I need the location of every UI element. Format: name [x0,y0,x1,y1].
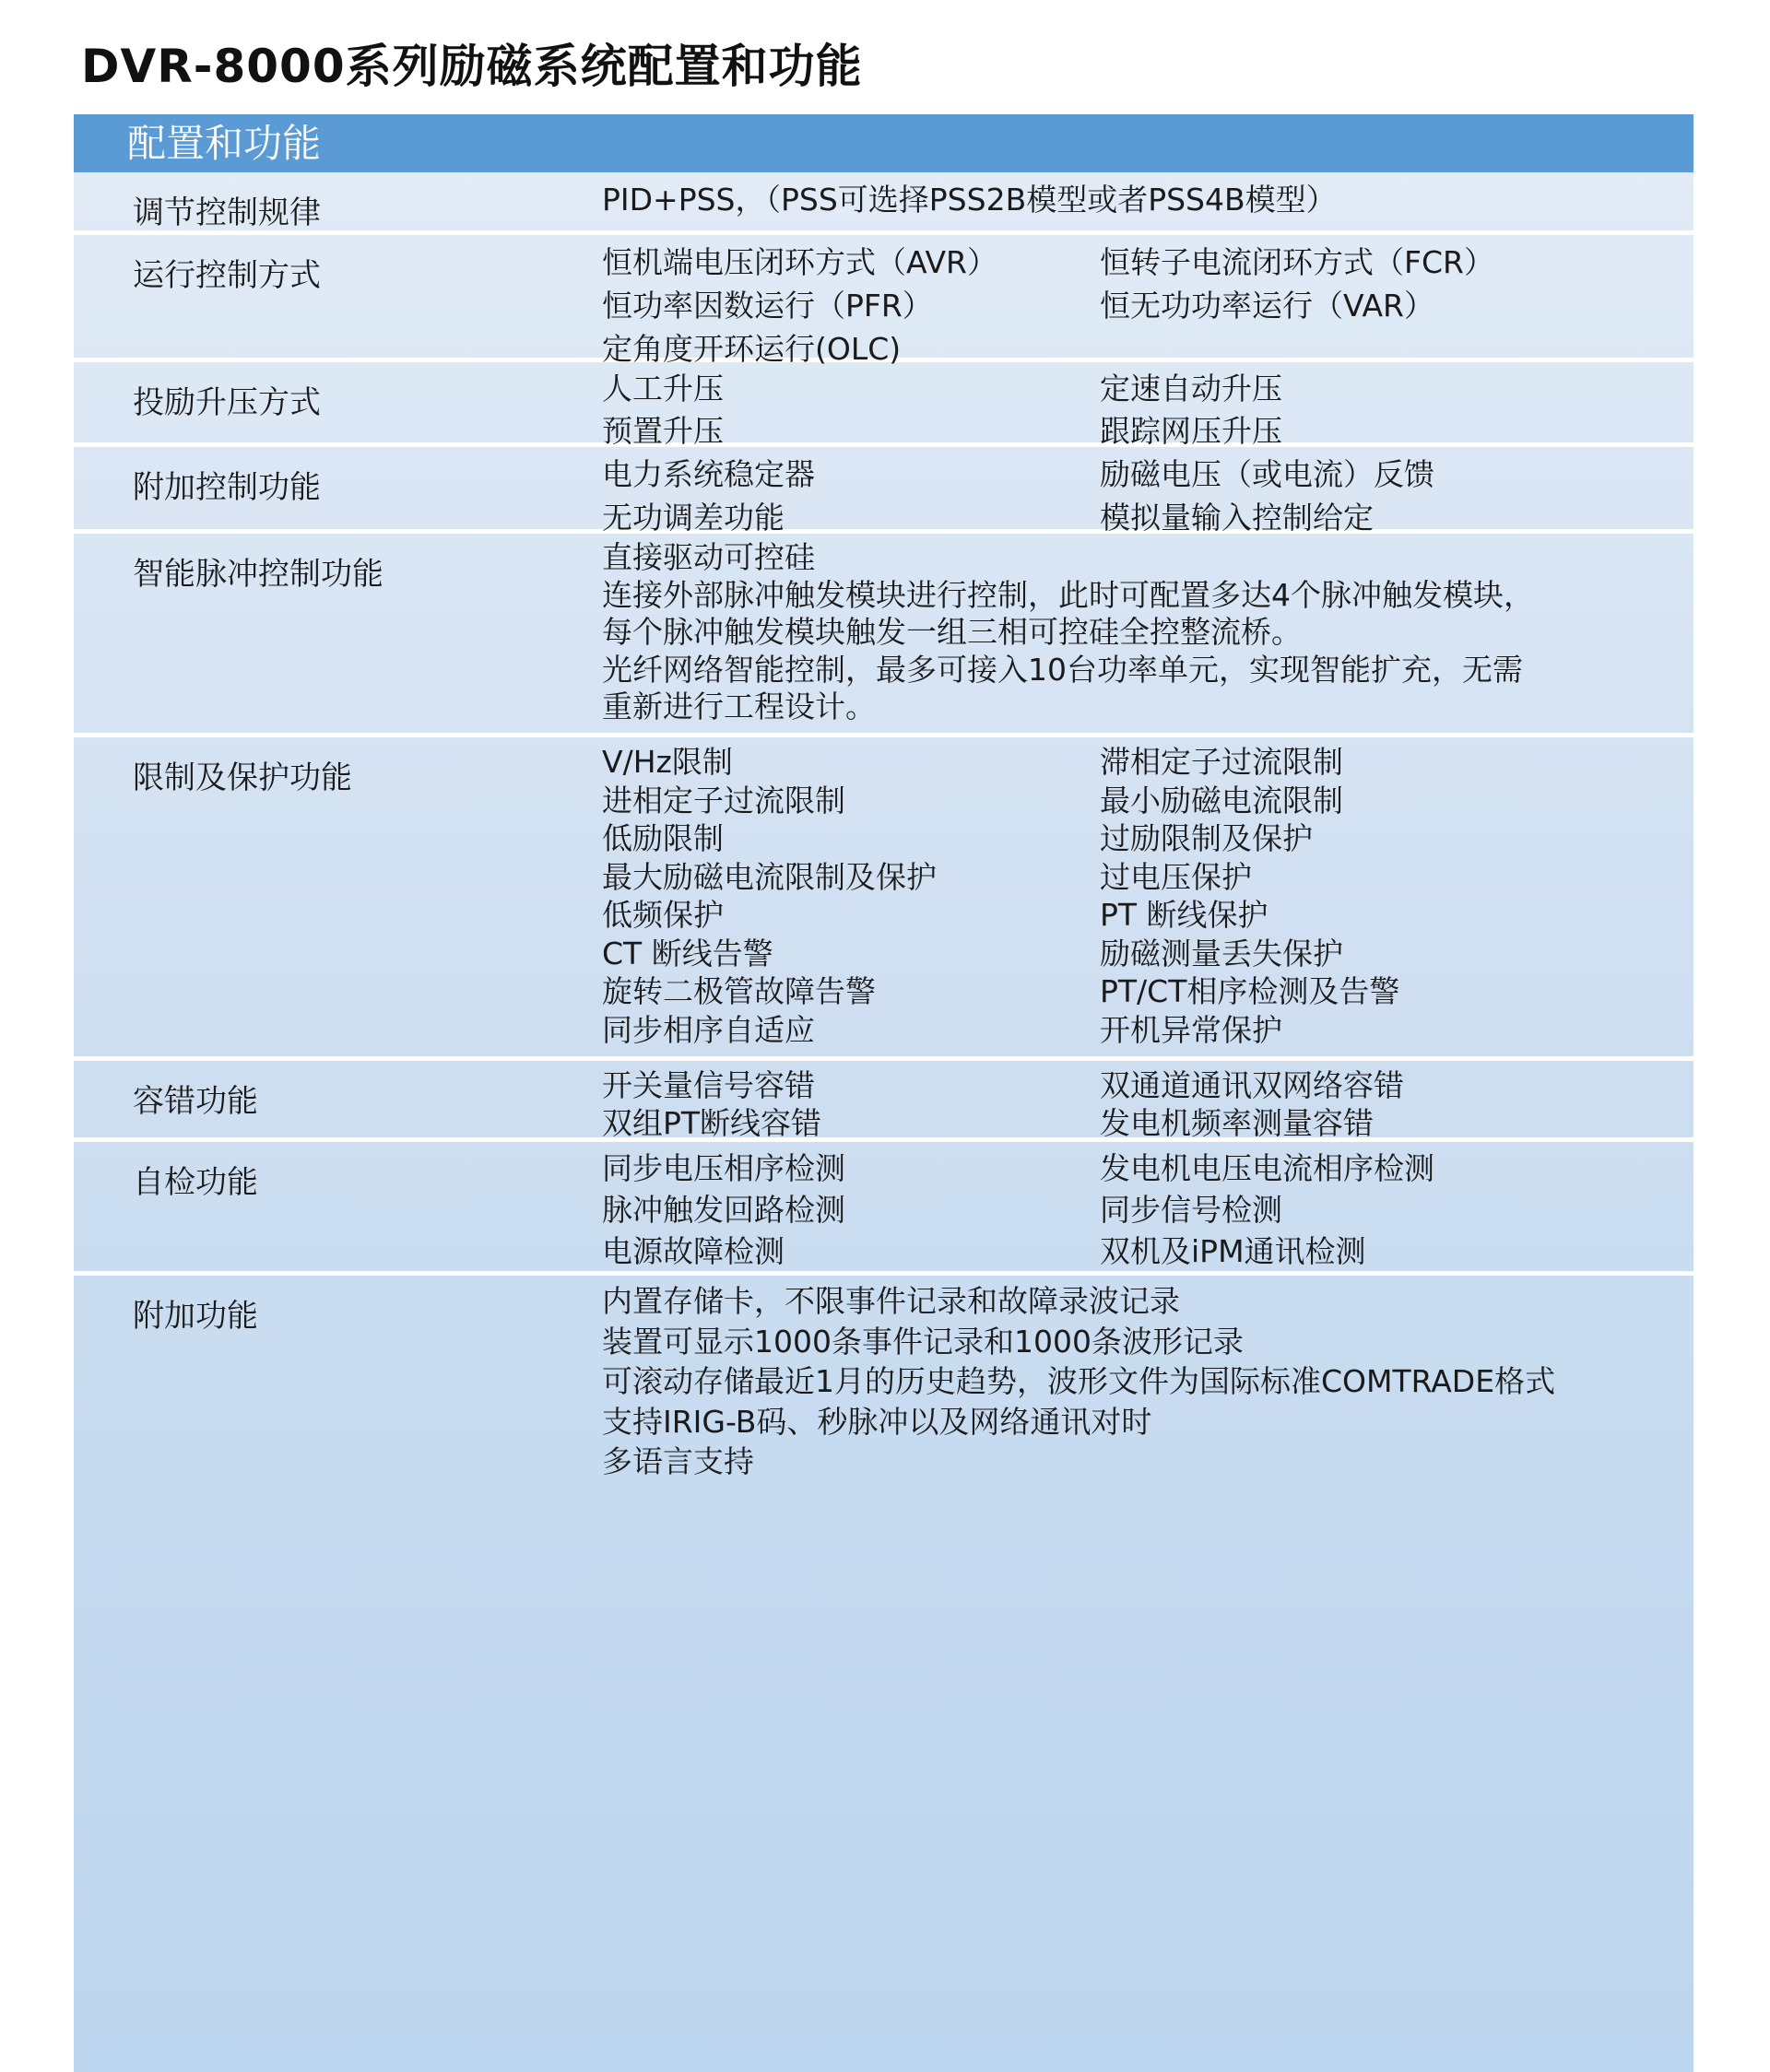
feature-item: 双通道通讯双网络容错 [1100,1067,1404,1103]
row-label: 容错功能 [133,1083,258,1120]
row-label: 智能脉冲控制功能 [133,556,384,593]
feature-item: 直接驱动可控硅 [602,539,815,575]
feature-item: 最小励磁电流限制 [1100,782,1343,818]
table-row [74,534,1693,737]
row-content [602,241,1638,371]
feature-item: 恒机端电压闭环方式（AVR） [602,244,997,280]
row-content [602,1281,1638,1482]
table-row [74,235,1693,367]
spec-table [74,114,1693,2072]
feature-item: 连接外部脉冲触发模块进行控制，此时可配置多达4个脉冲触发模块， [602,576,1534,613]
feature-item: PT 断线保护 [1100,897,1268,933]
table-row [74,362,1693,447]
row-label: 限制及保护功能 [133,759,352,796]
feature-item: 恒无功功率运行（VAR） [1100,288,1434,324]
feature-item: 开机异常保护 [1100,1011,1282,1048]
feature-item: 电力系统稳定器 [602,456,815,492]
table-row [74,1142,1693,1276]
table-row [74,447,1693,534]
row-content [602,1066,1638,1142]
feature-item: 低频保护 [602,897,724,933]
feature-item: 同步电压相序检测 [602,1150,845,1186]
table-row [74,1061,1693,1142]
feature-item: 无功调差功能 [602,500,785,536]
feature-item: 跟踪网压升压 [1100,413,1282,449]
feature-item: 双机及iPM通讯检测 [1100,1233,1366,1269]
feature-item: 可滚动存储最近1月的历史趋势，波形文件为国际标准COMTRADE格式 [602,1363,1556,1399]
feature-item: V/Hz限制 [602,744,733,780]
feature-item: 支持IRIG-B码、秒脉冲以及网络通讯对时 [602,1403,1152,1440]
table-row [74,737,1693,1061]
row-label: 附加功能 [133,1298,258,1335]
feature-item: 装置可显示1000条事件记录和1000条波形记录 [602,1323,1244,1360]
feature-item: 发电机频率测量容错 [1100,1105,1374,1141]
feature-item: 人工升压 [602,371,724,406]
table-body [74,172,1693,1519]
feature-item: 励磁电压（或电流）反馈 [1100,456,1434,492]
feature-item: 光纤网络智能控制，最多可接入10台功率单元，实现智能扩充，无需 [602,651,1523,688]
feature-item: 低励限制 [602,820,724,856]
table-row [74,1276,1693,1519]
feature-item: 最大励磁电流限制及保护 [602,858,937,895]
feature-item: 多语言支持 [602,1443,754,1479]
row-content [602,1148,1638,1272]
table-header: 配置和功能 [74,114,1693,172]
feature-item: 预置升压 [602,413,724,449]
row-label: 投励升压方式 [133,384,321,421]
row-content [602,368,1638,453]
feature-item: 脉冲触发回路检测 [602,1192,845,1228]
feature-item: 过电压保护 [1100,858,1252,895]
feature-item: 恒转子电流闭环方式（FCR） [1100,244,1494,280]
feature-item: 定速自动升压 [1100,371,1282,406]
feature-item: CT 断线告警 [602,935,773,971]
feature-item: 进相定子过流限制 [602,782,845,818]
row-label: 调节控制规律 [133,194,321,231]
row-label: 自检功能 [133,1164,258,1201]
feature-item: 恒功率因数运行（PFR） [602,288,933,324]
feature-item: 每个脉冲触发模块触发一组三相可控硅全控整流桥。 [602,614,1302,650]
table-row [74,172,1693,235]
feature-item: 内置存储卡，不限事件记录和故障录波记录 [602,1283,1180,1319]
row-content [602,178,1638,222]
feature-item: 模拟量输入控制给定 [1100,500,1374,536]
row-label: 运行控制方式 [133,257,321,294]
feature-item: 电源故障检测 [602,1233,785,1269]
row-content [602,453,1638,539]
feature-item: 定角度开环运行(OLC) [602,331,902,367]
feature-item: 滞相定子过流限制 [1100,744,1343,780]
feature-item: 开关量信号容错 [602,1067,815,1103]
feature-item: 发电机电压电流相序检测 [1100,1150,1434,1186]
feature-item: 励磁测量丢失保护 [1100,935,1343,971]
feature-item: 过励限制及保护 [1100,820,1313,856]
row-content [602,539,1638,726]
feature-item: 旋转二极管故障告警 [602,973,876,1009]
feature-item: PID+PSS，（PSS可选择PSS2B模型或者PSS4B模型） [602,182,1337,218]
row-content [602,743,1638,1049]
feature-item: 同步信号检测 [1100,1192,1282,1228]
row-label: 附加控制功能 [133,469,321,506]
feature-item: 同步相序自适应 [602,1011,815,1048]
feature-item: 重新进行工程设计。 [602,689,876,724]
feature-item: PT/CT相序检测及告警 [1100,973,1400,1009]
feature-item: 双组PT断线容错 [602,1105,822,1141]
page-title: DVR-8000系列励磁系统配置和功能 [81,40,863,93]
